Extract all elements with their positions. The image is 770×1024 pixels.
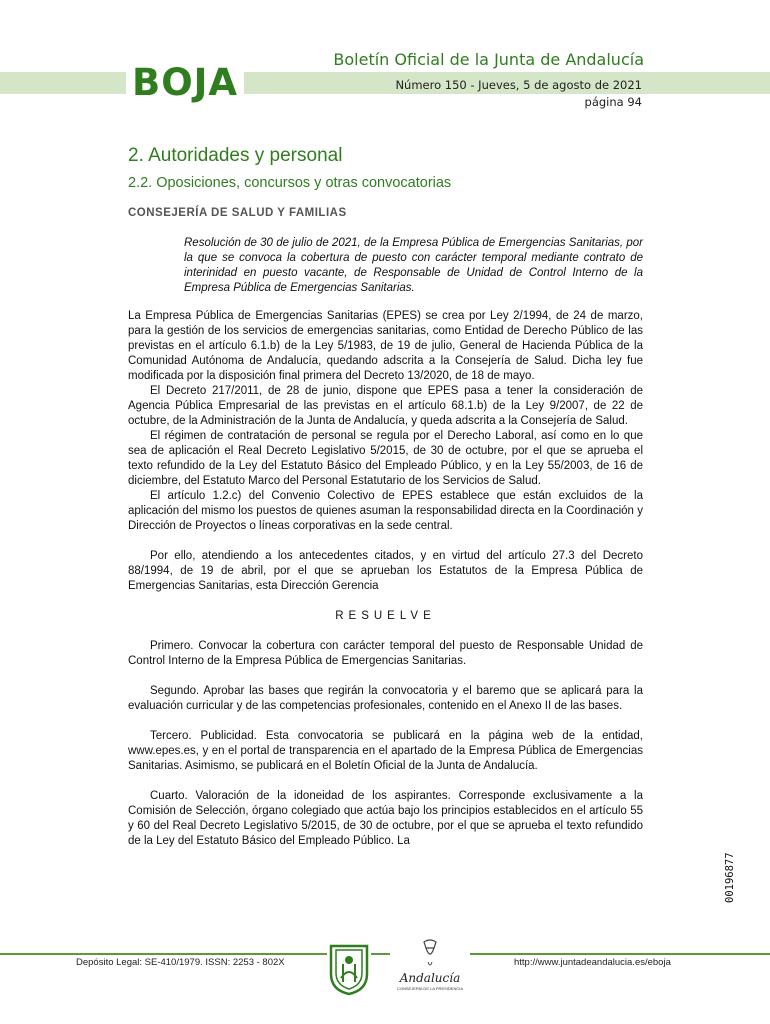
paragraph: Cuarto. Valoración de la idoneidad de los aspirantes. Corresponde exclusivamente a la Comisión de Selección, órgano colegiado que actúa bajo los principios establecidos en el artículo 55 y 60 del Real Decreto Legislativo 5/2015, de 30 de octubre, por el que se aprueba el texto refundido de la Ley del Estatuto Básico del Empleado Público. La: [128, 790, 643, 847]
junta-andalucia-logo: [390, 938, 470, 996]
andalucia-emblem-icon: [327, 940, 371, 996]
document-code: 00196877: [724, 852, 736, 903]
paragraph: Tercero. Publicidad. Esta convocatoria se publicará en la página web de la entidad, www.epes.es, y en el portal de transparencia en el apartado de la Empresa Pública de Emergencias Sanitarias. Asimismo, se publicará en el Boletín Oficial de la Junta de Andalucía.: [128, 730, 643, 772]
footer-divider: [0, 953, 770, 955]
paragraph: Segundo. Aprobar las bases que regirán la convocatoria y el baremo que se aplicará para la evaluación curricular y de las competencias profesionales, contenido en el Anexo II de las bases.: [128, 685, 643, 712]
department-heading: CONSEJERÍA DE SALUD Y FAMILIAS: [128, 207, 347, 219]
andalucia-crest-icon: [390, 938, 470, 972]
legal-deposit: Depósito Legal: SE-410/1979. ISSN: 2253 - 802X: [72, 957, 289, 968]
paragraph: El Decreto 217/2011, de 28 de junio, dispone que EPES pasa a tener la consideración de Agencia Pública Empresarial de las previstas en el artículo 68.1.b) de la Ley 9/2007, de 22 de octubre, de la Administración de la Junta de Andalucía, y queda adscrita a la Consejería de Salud.: [128, 385, 643, 427]
boja-logo: BOJA: [126, 60, 244, 106]
paragraph: El artículo 1.2.c) del Convenio Colectivo de EPES establece que están excluidos de la aplicación del mismo los puestos de quienes asuman la responsabilidad directa en la Coordinación y Dirección de Proyectos o líneas corporativas en la sede central.: [128, 490, 643, 532]
paragraph: La Empresa Pública de Emergencias Sanitarias (EPES) se crea por Ley 2/1994, de 24 de marzo, para la gestión de los servicios de emergencias sanitarias, como Entidad de Derecho Público de las previstas en el artículo 6.1.b) de la Ley 5/1983, de 19 de julio, General de Hacienda Pública de la Comunidad Autónoma de Andalucía, quedando adscrita a la Consejería de Salud. Dicha ley fue modificada por la disposición final primera del Decreto 13/2020, de 18 de mayo.: [128, 310, 643, 382]
header-band: [0, 72, 770, 94]
andalucia-wordmark: Andalucía: [399, 971, 461, 985]
issue-line: Número 150 - Jueves, 5 de agosto de 2021: [395, 78, 642, 92]
andalucia-subtext: CONSEJERÍA DE LA PRESIDENCIA: [396, 986, 464, 991]
resolution-summary: Resolución de 30 de julio de 2021, de la Empresa Pública de Emergencias Sanitarias, por la que se convoca la cobertura de puesto con carácter temporal mediante contrato de interinidad en puesto vacante, de Responsable de Unidad de Control Interno de la Empresa Pública de Emergencias Sanitarias.: [184, 237, 643, 294]
boja-url-link[interactable]: http://www.juntadeandalucia.es/eboja: [510, 957, 675, 968]
paragraph: Por ello, atendiendo a los antecedentes citados, y en virtud del artículo 27.3 del Decreto 88/1994, de 19 de abril, por el que se aprueban los Estatutos de la Empresa Pública de Emergencias Sanitarias, esta Dirección Gerencia: [128, 550, 643, 592]
bulletin-title: Boletín Oficial de la Junta de Andalucía: [333, 50, 644, 69]
document-body: [128, 309, 643, 849]
section-title: 2. Autoridades y personal: [128, 145, 343, 166]
page-number: página 94: [584, 95, 642, 109]
paragraph: Primero. Convocar la cobertura con carácter temporal del puesto de Responsable Unidad de Control Interno de la Empresa Pública de Emergencias Sanitarias.: [128, 640, 643, 667]
resuelve-heading: RESUELVE: [335, 610, 436, 622]
paragraph: El régimen de contratación de personal se regula por el Derecho Laboral, así como en lo que sea de aplicación el Real Decreto Legislativo 5/2015, de 30 de octubre, por el que se aprueba el texto refundido de la Ley del Estatuto Básico del Empleado Público, y en la Ley 55/2003, de 16 de diciembre, del Estatuto Marco del Personal Estatutario de los Servicios de Salud.: [128, 430, 643, 487]
subsection-title: 2.2. Oposiciones, concursos y otras convocatorias: [128, 175, 452, 191]
